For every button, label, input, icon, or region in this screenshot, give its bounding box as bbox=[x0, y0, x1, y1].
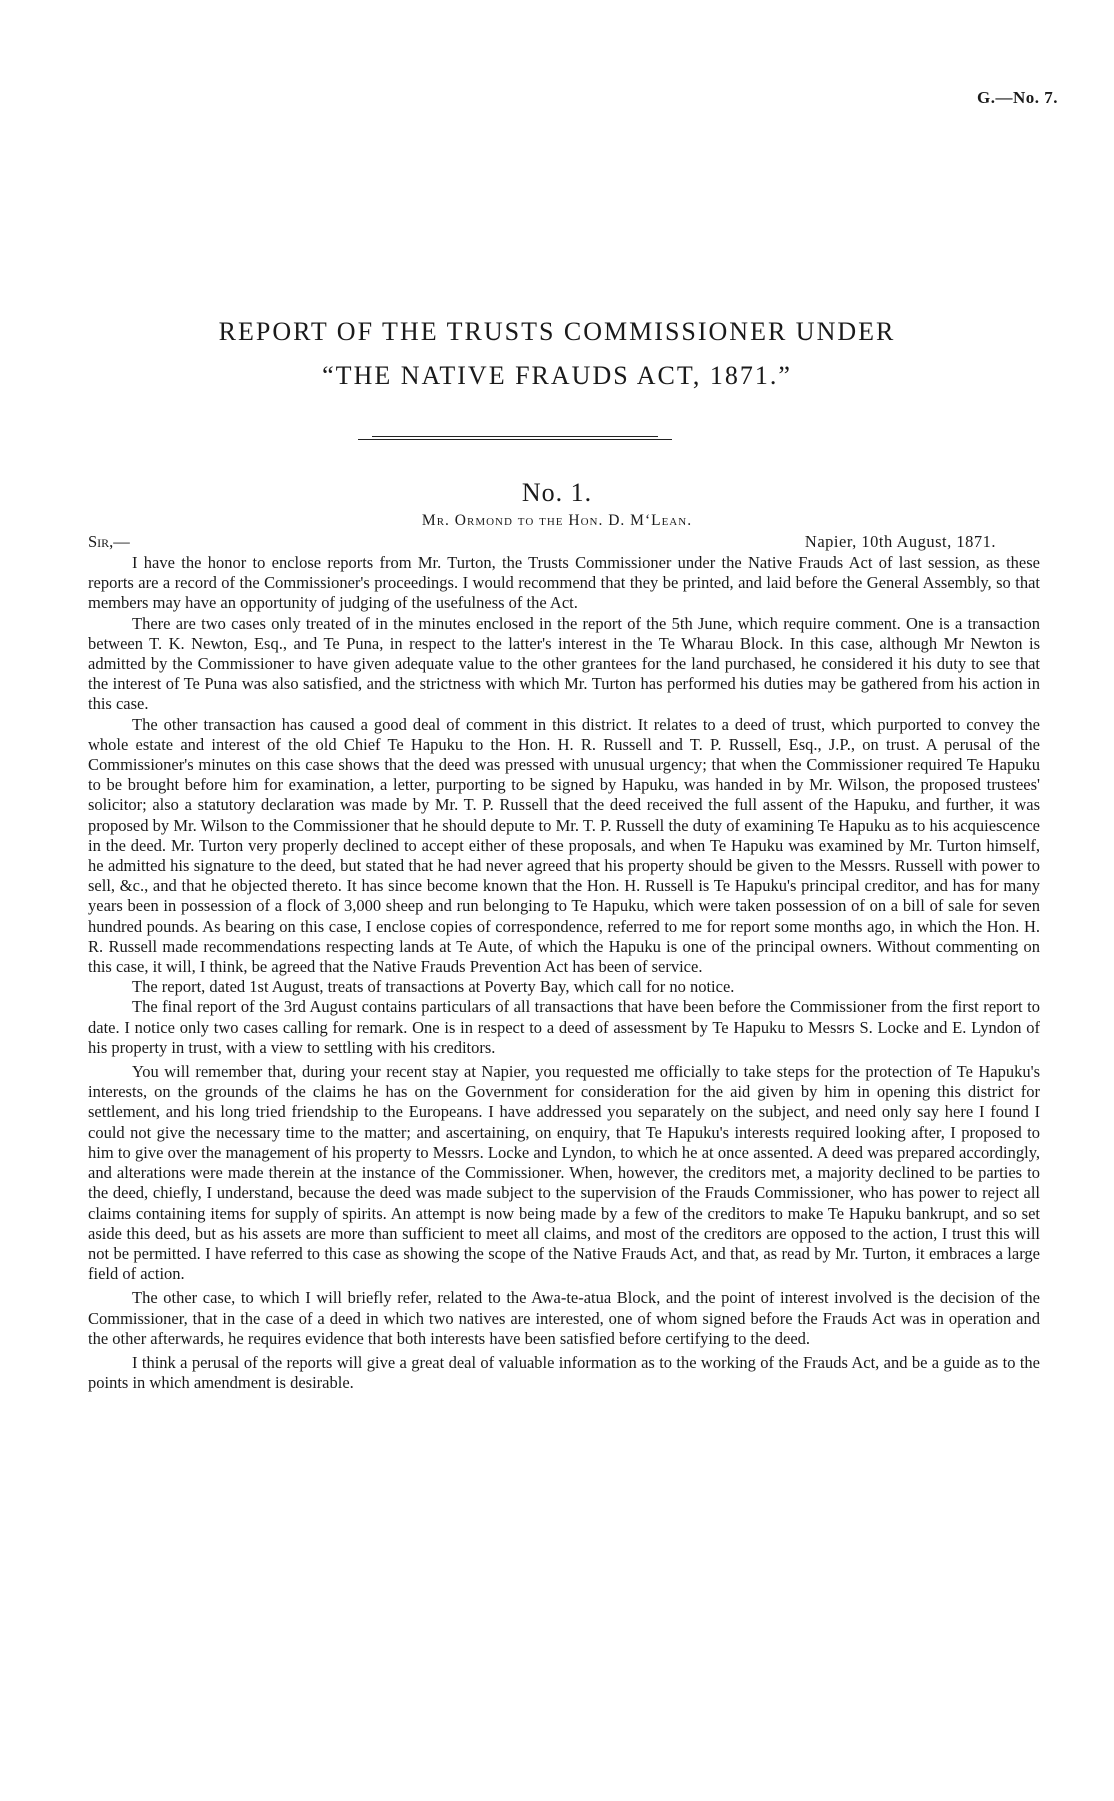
place-date: Napier, 10th August, 1871. bbox=[804, 532, 996, 551]
paragraph-8: I think a perusal of the reports will give a great deal of valuable information as to the working of the Frauds Act, and be a guide as to the points in which amendment is desirable. bbox=[88, 1352, 1040, 1393]
title-line-2: “THE NATIVE FRAUDS ACT, 1871.” bbox=[322, 361, 792, 390]
salutation-row bbox=[88, 532, 1040, 554]
letter-body bbox=[88, 553, 1040, 1393]
paragraph-6: You will remember that, during your recent stay at Napier, you requested me officially to take steps for the protection of Te Hapuku's interests, on the grounds of the claims he has on the Government for consideration for the aid given by him in opening this district for settlement, and his long tried friendship to the Europeans. I have addressed you separately on the subject, and need only say here I found I could not give the necessary time to the matter; and ascertaining, on enquiry, that Te Hapuku's interests required looking after, I proposed to him to give over the management of his property to Messrs. Locke and Lyndon, to which he at once assented. A deed was prepared accordingly, and alterations were made therein at the instance of the Commissioner. When, however, the creditors met, a majority declined to be parties to the deed, chiefly, I understand, because the deed was made subject to the supervision of the Frauds Commissioner, who has power to reject all claims containing items for supply of spirits. An attempt is now being made by a few of the creditors to make Te Hapuku bankrupt, and so set aside this deed, but as his assets are more than sufficient to meet all claims, and most of the creditors are opposed to the action, I trust this will not be permitted. I have referred to this case as showing the scope of the Native Frauds Act, and that, as read by Mr. Turton, it embraces a large field of action. bbox=[88, 1062, 1040, 1284]
paragraph-4: The report, dated 1st August, treats of transactions at Poverty Bay, which call for no notice. bbox=[132, 977, 735, 997]
paragraph-7: The other case, to which I will briefly refer, related to the Awa-te-atua Block, and the point of interest involved is the decision of the Commissioner, that in the case of a deed in which two natives are interested, one of whom signed before the Frauds Act was in operation and the other afterwards, he requires evidence that both interests have been satisfied before certifying to the deed. bbox=[88, 1288, 1040, 1348]
paragraph-3: The other transaction has caused a good deal of comment in this district. It relates to a deed of trust, which purported to convey the whole estate and interest of the old Chief Te Hapuku to the Hon. H. R. Russell and T. P. Russell, Esq., J.P., on trust. A perusal of the Commissioner's minutes on this case shows that the deed was pressed with unusual urgency; that when the Commissioner required Te Hapuku to be brought before him for examination, a letter, purporting to be signed by Hapuku, was handed in by Mr. Wilson, the proposed trustees' solicitor; also a statutory declaration was made by Mr. T. P. Russell that the deed received the full assent of the Hapuku, and further, it was proposed by Mr. Wilson to the Commissioner that he should depute to Mr. T. P. Russell the duty of examining Te Hapuku as to his acquiescence in the deed. Mr. Turton very properly declined to accept either of these proposals, and when Te Hapuku was examined by Mr. Turton himself, he admitted his signature to the deed, but stated that he had never agreed that his property should be given to the Messrs. Russell with power to sell, &c., and that he objected thereto. It has since become known that the Hon. H. Russell is Te Hapuku's principal creditor, and has for many years been in possession of a flock of 3,000 sheep and run belonging to Te Hapuku, which were taken possession of on a bill of sale for seven hundred pounds. As bearing on this case, I enclose copies of correspondence, referred to me for report some months ago, in which the Hon. H. R. Russell made recommendations respecting lands at Te Aute, of which the Hapuku is one of the principal owners. Without commenting on this case, it will, I think, be agreed that the Native Frauds Prevention Act has been of service. bbox=[88, 714, 1040, 977]
paragraph-2: There are two cases only treated of in the minutes enclosed in the report of the 5th June, which require comment. One is a transaction between T. K. Newton, Esq., and Te Puna, in respect to the latter's interest in the Te Wharau Block. In this case, although Mr Newton is admitted by the Commissioner to have given adequate value to the other grantees for the land purchased, he considered it his duty to see that the interest of Te Puna was also satisfied, and the strictness with which Mr. Turton has performed his duties may be gathered from his action in this case. bbox=[88, 613, 1040, 714]
salutation: Sir,— bbox=[88, 532, 130, 551]
title-divider bbox=[358, 436, 672, 441]
title-line-1: REPORT OF THE TRUSTS COMMISSIONER UNDER bbox=[218, 317, 896, 346]
paragraph-1: I have the honor to enclose reports from Mr. Turton, the Trusts Commissioner under the Native Frauds Act of last session, as these reports are a record of the Commissioner's proceedings. I would recommend that they be printed, and laid before the General Assembly, so that members may have an opportunity of judging of the usefulness of the Act. bbox=[88, 553, 1040, 613]
page-reference: G.—No. 7. bbox=[977, 88, 1058, 107]
report-title bbox=[0, 310, 1114, 398]
document-number: No. 1. bbox=[521, 478, 593, 507]
letter-address: Mr. Ormond to the Hon. D. M‘Lean. bbox=[421, 512, 693, 529]
paragraph-5: The final report of the 3rd August contains particulars of all transactions that have been before the Commissioner from the first report to date. I notice only two cases calling for remark. One is in respect to a deed of assessment by Te Hapuku to Messrs S. Locke and E. Lyndon of his property in trust, with a view to settling with his creditors. bbox=[88, 997, 1040, 1057]
